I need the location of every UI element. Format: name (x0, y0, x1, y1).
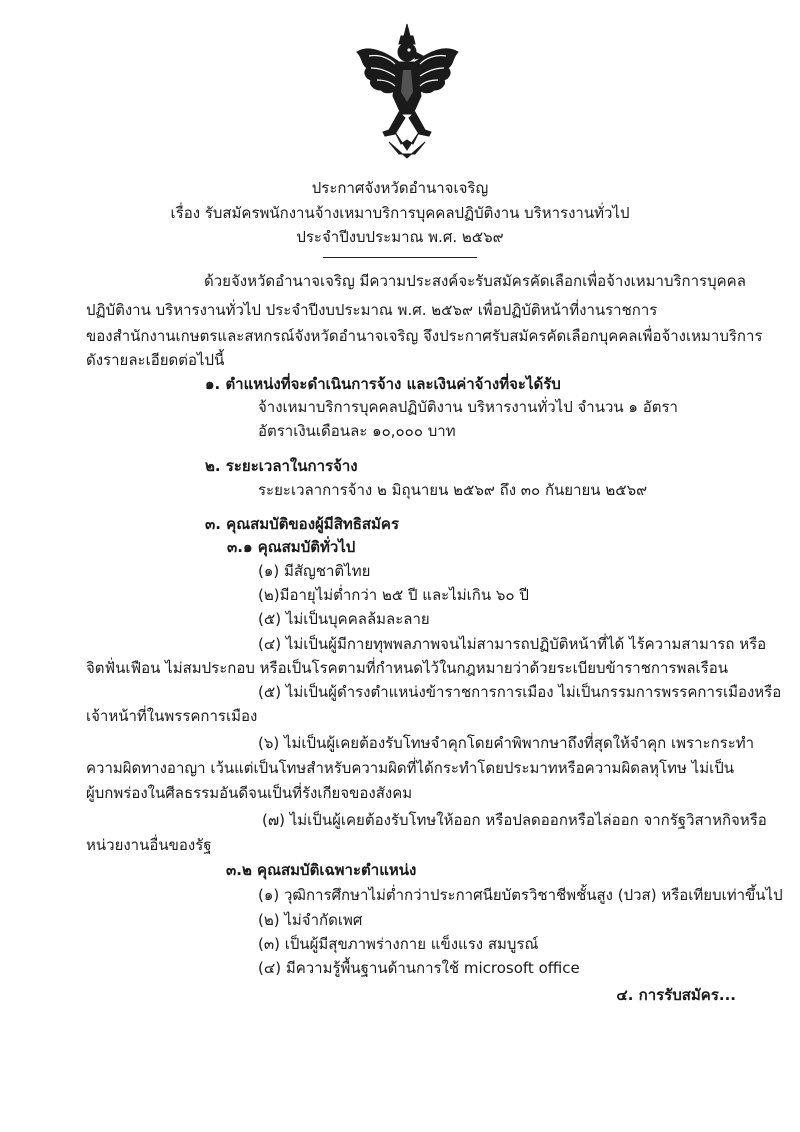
specific-qualification-line: (๓) เป็นผู้มีสุขภาพร่างกาย แข็งแรง สมบูรณ์ (258, 935, 539, 953)
section-3-2-heading: ๓.๒ คุณสมบัติเฉพาะตำแหน่ง (226, 861, 417, 879)
qualification-line: หน่วยงานอื่นของรัฐ (86, 836, 212, 854)
document-subject: เรื่อง รับสมัครพนักงานจ้างเหมาบริการบุคคลปฏิบัติงาน บริหารงานทั่วไป (170, 204, 630, 222)
qualification-line: เจ้าหน้าที่ในพรรคการเมือง (86, 707, 258, 725)
qualification-line: (๖) ไม่เป็นผู้เคยต้องรับโทษจำคุกโดยคำพิพากษาถึงที่สุดให้จำคุก เพราะกระทำ (258, 734, 755, 752)
qualification-line: (๕) ไม่เป็นผู้ดำรงตำแหน่งข้าราชการการเมือง ไม่เป็นกรรมการพรรคการเมืองหรือ (258, 683, 782, 701)
qualification-line: (๒)มีอายุไม่ต่ำกว่า ๒๕ ปี และไม่เกิน ๖๐ ปี (258, 586, 529, 604)
qualification-line: (๑) มีสัญชาติไทย (258, 562, 371, 580)
qualification-line: (๔) ไม่เป็นผู้มีกายทุพพลภาพจนไม่สามารถปฏิบัติหน้าที่ได้ ไร้ความสามารถ หรือ (258, 635, 767, 653)
specific-qualification-line: (๒) ไม่จำกัดเพศ (258, 911, 363, 929)
section-2-heading: ๒. ระยะเวลาในการจ้าง (205, 457, 358, 475)
specific-qualification-line: (๑) วุฒิการศึกษาไม่ต่ำกว่าประกาศนียบัตรวิชาชีพชั้นสูง (ปวส) หรือเทียบเท่าขึ้นไป (258, 886, 783, 904)
section-1-line: จ้างเหมาบริการบุคคลปฏิบัติงาน บริหารงานทั่วไป จำนวน ๑ อัตรา (258, 398, 678, 416)
continuation-marker: ๔. การรับสมัคร... (616, 986, 736, 1004)
qualification-line: ความผิดทางอาญา เว้นแต่เป็นโทษสำหรับความผิดที่ได้กระทำโดยประมาทหรือความผิดลหุโทษ ไม่เป็น (86, 759, 734, 777)
specific-qualification-line: (๔) มีความรู้พื้นฐานด้านการใช้ microsoft office (258, 959, 580, 977)
qualification-line: (๕) ไม่เป็นบุคคลล้มละลาย (258, 610, 430, 628)
section-1-line: อัตราเงินเดือนละ ๑๐,๐๐๐ บาท (258, 422, 456, 440)
document-title: ประกาศจังหวัดอำนาจเจริญ (311, 179, 489, 197)
intro-line: ดังรายละเอียดต่อไปนี้ (86, 351, 225, 369)
section-2-line: ระยะเวลาการจ้าง ๒ มิถุนายน ๒๕๖๙ ถึง ๓๐ กันยายน ๒๕๖๙ (258, 481, 648, 499)
qualification-line: ผู้บกพร่องในศีลธรรมอันดีจนเป็นที่รังเกียจของสังคม (86, 784, 413, 802)
intro-line: ปฏิบัติงาน บริหารงานทั่วไป ประจำปีงบประมาณ พ.ศ. ๒๕๖๙ เพื่อปฏิบัติหน้าที่งานราชการ (86, 301, 658, 319)
section-3-1-heading: ๓.๑ คุณสมบัติทั่วไป (227, 538, 356, 556)
garuda-emblem-icon (355, 22, 460, 160)
intro-line: ด้วยจังหวัดอำนาจเจริญ มีความประสงค์จะรับสมัครคัดเลือกเพื่อจ้างเหมาบริการบุคคล (204, 272, 746, 290)
title-underline (323, 257, 477, 258)
qualification-line: (๗) ไม่เป็นผู้เคยต้องรับโทษให้ออก หรือปลดออกหรือไล่ออก จากรัฐวิสาหกิจหรือ (262, 811, 767, 829)
fiscal-year-line: ประจำปีงบประมาณ พ.ศ. ๒๕๖๙ (296, 228, 504, 246)
qualification-line: จิตฟั่นเฟือน ไม่สมประกอบ หรือเป็นโรคตามที่กำหนดไว้ในกฎหมายว่าด้วยระเบียบข้าราชการพลเรือน (86, 659, 728, 677)
intro-line: ของสำนักงานเกษตรและสหกรณ์จังหวัดอำนาจเจริญ จึงประกาศรับสมัครคัดเลือกบุคคลเพื่อจ้างเหมาบริการ (86, 327, 763, 345)
section-3-heading: ๓. คุณสมบัติของผู้มีสิทธิสมัคร (205, 515, 400, 533)
section-1-heading: ๑. ตำแหน่งที่จะดำเนินการจ้าง และเงินค่าจ้างที่จะได้รับ (205, 375, 561, 393)
